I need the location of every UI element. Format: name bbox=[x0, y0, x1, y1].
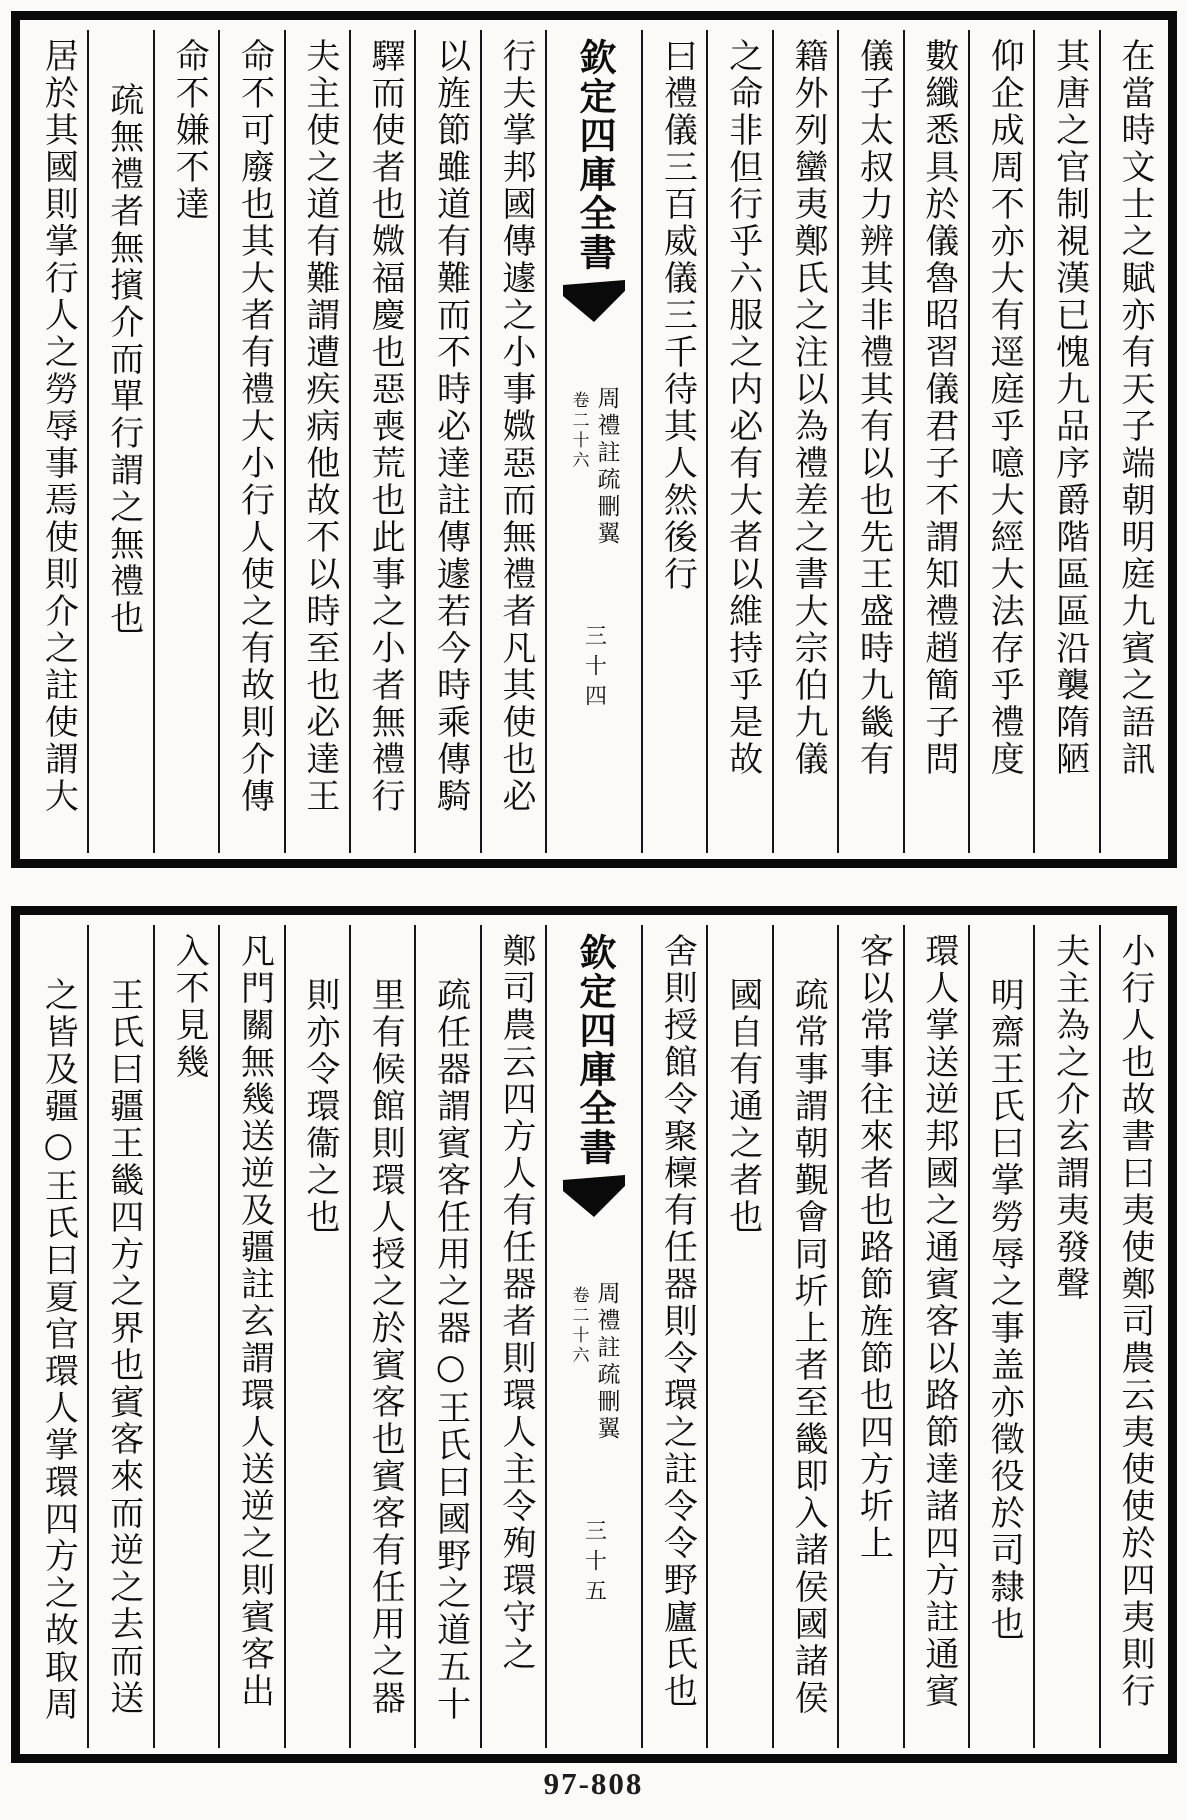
text-column: 其唐之官制視漢已愧九品序爵階區區沿襲隋陋 bbox=[1033, 30, 1098, 853]
text-column: 入不見幾 bbox=[153, 925, 218, 1748]
text-column: 之命非但行乎六服之内必有大者以維持乎是故 bbox=[706, 30, 771, 853]
text-column: 夫主使之道有難謂遭疾病他故不以時至也必達王 bbox=[284, 30, 349, 853]
banxin-center-column bbox=[545, 925, 641, 1748]
text-column: 夫主為之介玄謂夷發聲 bbox=[1033, 925, 1098, 1748]
book-title: 周禮註疏刪翼 bbox=[593, 386, 620, 548]
text-column-commentary: 疏任器謂賓客任用之器○王氏曰國野之道五十 bbox=[414, 925, 479, 1748]
text-column: 曰禮儀三百威儀三千待其人然後行 bbox=[641, 30, 706, 853]
text-column: 行夫掌邦國傳遽之小事媺惡而無禮者凡其使也必 bbox=[480, 30, 545, 853]
text-column: 凡門關無幾送逆及疆註玄謂環人送逆之則賓客出 bbox=[218, 925, 283, 1748]
text-column: 環人掌送逆邦國之通賓客以路節達諸四方註通賓 bbox=[903, 925, 968, 1748]
text-column: 仰企成周不亦大有逕庭乎噫大經大法存乎禮度 bbox=[968, 30, 1033, 853]
text-column-commentary: 疏常事謂朝覲會同圻上者至畿即入諸侯國諸侯 bbox=[772, 925, 837, 1748]
text-column-commentary: 國自有通之者也 bbox=[706, 925, 771, 1748]
text-column-commentary: 明齋王氏曰掌勞辱之事盖亦徵役於司隸也 bbox=[968, 925, 1033, 1748]
banxin-center-column bbox=[545, 30, 641, 853]
volume-label: 卷二十六 bbox=[568, 1286, 589, 1366]
text-column-commentary: 王氏曰疆王畿四方之界也賓客來而逆之去而送 bbox=[87, 925, 152, 1748]
text-column-commentary: 則亦令環衞之也 bbox=[284, 925, 349, 1748]
text-column: 客以常事往來者也路節旌節也四方圻上 bbox=[837, 925, 902, 1748]
text-column-commentary: 之皆及疆○王氏曰夏官環人掌環四方之故取周 bbox=[38, 977, 79, 1723]
fishtail-mark-icon bbox=[563, 280, 625, 322]
text-column: 命不可廢也其大者有禮大小行人使之有故則介傳 bbox=[218, 30, 283, 853]
text-column-commentary: 里有候館則環人授之於賓客也賓客有任用之器 bbox=[349, 925, 414, 1748]
text-column: 數纖悉具於儀魯昭習儀君子不謂知禮趙簡子問 bbox=[903, 30, 968, 853]
text-column: 舍則授館令聚檁有任器則令環之註令令野廬氏也 bbox=[641, 925, 706, 1748]
banxin-book-info bbox=[569, 1281, 620, 1443]
siku-quanshu-series-title: 欽定四庫全書 bbox=[573, 933, 616, 1167]
text-column: 居於其國則掌行人之勞辱事焉使則介之註使謂大 bbox=[38, 38, 79, 815]
siku-quanshu-series-title: 欽定四庫全書 bbox=[573, 38, 616, 272]
text-column: 籍外列蠻夷鄭氏之注以為禮差之書大宗伯九儀 bbox=[772, 30, 837, 853]
text-column: 小行人也故書曰夷使鄭司農云夷使使於四夷則行 bbox=[1099, 925, 1164, 1748]
top-columns bbox=[20, 20, 1168, 859]
folio-bottom-half bbox=[11, 906, 1177, 1763]
text-column: 命不嫌不達 bbox=[153, 30, 218, 853]
folio-top-half bbox=[11, 11, 1177, 868]
folio-number: 三十四 bbox=[581, 624, 607, 714]
folio-number: 三十五 bbox=[581, 1519, 607, 1609]
book-title: 周禮註疏刪翼 bbox=[593, 1281, 620, 1443]
text-column-commentary: 疏無禮者無擯介而單行謂之無禮也 bbox=[87, 30, 152, 853]
scan-page-number: 97-808 bbox=[543, 1766, 644, 1801]
text-column: 鄭司農云四方人有任器者則環人主令殉環守之 bbox=[480, 925, 545, 1748]
fishtail-mark-icon bbox=[563, 1175, 625, 1217]
text-column: 以旌節雖道有難而不時必達註傳遽若今時乘傳騎 bbox=[414, 30, 479, 853]
text-column: 儀子太叔力辨其非禮其有以也先王盛時九畿有 bbox=[837, 30, 902, 853]
text-column: 驛而使者也媺福慶也惡喪荒也此事之小者無禮行 bbox=[349, 30, 414, 853]
bottom-columns bbox=[20, 915, 1168, 1754]
volume-label: 卷二十六 bbox=[568, 391, 589, 471]
banxin-book-info bbox=[569, 386, 620, 548]
text-column: 在當時文士之賦亦有天子端朝明庭九賓之語訊 bbox=[1099, 30, 1164, 853]
